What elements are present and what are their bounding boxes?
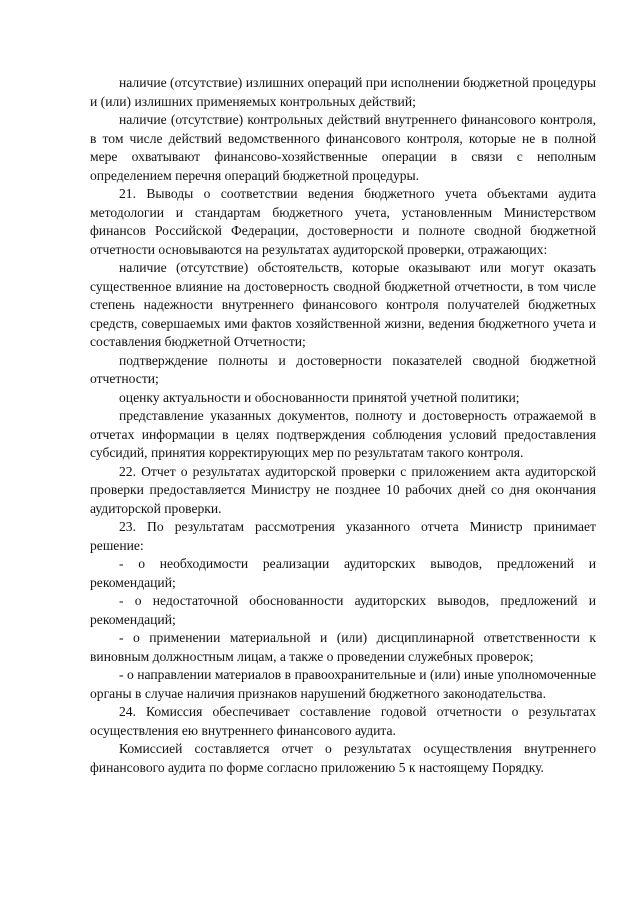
list-item-law-enforcement: - о направлении материалов в правоохранительные и (или) иные уполномоченные органы в случае наличия признаков нарушений бюджетного законодательства.: [90, 667, 596, 701]
paragraph-clause-23: 23. По результатам рассмотрения указанного отчета Министр принимает решение:: [90, 519, 596, 553]
paragraph-report: Комиссией составляется отчет о результатах осуществления внутреннего финансового аудита по форме согласно приложению 5 к настоящему Порядку.: [90, 741, 596, 775]
list-item-implementation: - о необходимости реализации аудиторских выводов, предложений и рекомендаций;: [90, 556, 596, 590]
document-page: [90, 74, 596, 777]
paragraph-clause-22: 22. Отчет о результатах аудиторской проверки с приложением акта аудиторской проверки предоставляется Министру не позднее 10 рабочих дней со дня окончания аудиторской проверки.: [90, 463, 596, 516]
list-item-responsibility: - о применении материальной и (или) дисциплинарной ответственности к виновным должностным лицам, а также о проведении служебных проверок;: [90, 630, 596, 664]
paragraph-clause-21: 21. Выводы о соответствии ведения бюджетного учета объектами аудита методологии и стандартам бюджетного учета, установленным Министерством финансов Российской Федерации, достоверности и полноте сводной бюджетной отчетности основываются на результатах аудиторской проверки, отражающих:: [90, 186, 596, 257]
paragraph-control-actions: наличие (отсутствие) контрольных действий внутреннего финансового контроля, в том числе действий ведомственного финансового контроля, которые не в полной мере охватывают финансово-хозяйственные операции в связи с неполным определением перечня операций бюджетной процедуры.: [90, 112, 596, 183]
paragraph-confirmation: подтверждение полноты и достоверности показателей сводной бюджетной отчетности;: [90, 352, 596, 386]
list-item-insufficient: - о недостаточной обоснованности аудиторских выводов, предложений и рекомендаций;: [90, 593, 596, 627]
paragraph-excess-operations: наличие (отсутствие) излишних операций при исполнении бюджетной процедуры и (или) излишних применяемых контрольных действий;: [90, 75, 596, 109]
paragraph-clause-24: 24. Комиссия обеспечивает составление годовой отчетности о результатах осуществления ею внутреннего финансового аудита.: [90, 704, 596, 738]
paragraph-accounting-policy: оценку актуальности и обоснованности принятой учетной политики;: [119, 389, 520, 405]
paragraph-documents: представление указанных документов, полноту и достоверность отражаемой в отчетах информации в целях подтверждения соблюдения условий предоставления субсидий, принятия корректирующих мер по результатам такого контроля.: [90, 408, 596, 460]
paragraph-circumstances: наличие (отсутствие) обстоятельств, которые оказывают или могут оказать существенное влияние на достоверность сводной бюджетной отчетности, в том числе степень надежности внутреннего финансового контроля получателей бюджетных средств, совершаемых ими фактов хозяйственной жизни, ведения бюджетного учета и составления бюджетной Отчетности;: [90, 260, 596, 349]
